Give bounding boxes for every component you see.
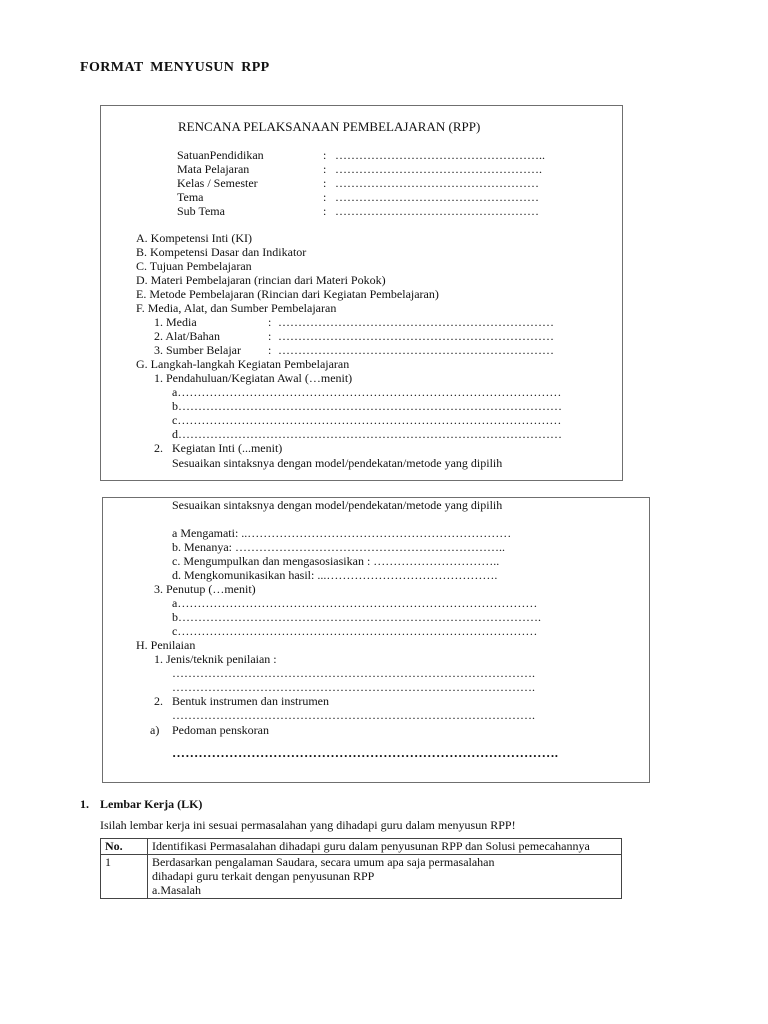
step-menanya: b. Menanya: …………………………………………………………..: [172, 540, 505, 554]
identity-label: SatuanPendidikan: [177, 148, 264, 162]
sumber-label: 3. Sumber Belajar: [154, 343, 241, 357]
identity-colon: :: [323, 148, 327, 162]
section-c: C. Tujuan Pembelajaran: [136, 259, 252, 273]
alat-colon: :: [268, 329, 272, 343]
identity-dots: ……………………………………………: [335, 176, 539, 190]
identity-colon: :: [323, 162, 327, 176]
pedoman-dots: …………………………………………………………………………….: [172, 745, 559, 760]
section-f: F. Media, Alat, dan Sumber Pembelajaran: [136, 301, 337, 315]
table-cell-line: a.Masalah: [152, 883, 201, 897]
identity-colon: :: [323, 190, 327, 204]
identity-label: Sub Tema: [177, 204, 225, 218]
table-header-no: No.: [101, 839, 148, 855]
media-colon: :: [268, 315, 272, 329]
section-h: H. Penilaian: [136, 638, 196, 652]
section-d: D. Materi Pembelajaran (rincian dari Materi Pokok): [136, 273, 386, 287]
step-mengkomunikasikan: d. Mengkomunikasikan hasil: ...…………………………………….: [172, 568, 498, 582]
identity-label: Mata Pelajaran: [177, 162, 250, 176]
penutup-item: a………………………………………………………………………………: [172, 596, 538, 610]
penutup-item: b……………………………………………………………………………….: [172, 610, 541, 624]
lk-number: 1.: [80, 797, 89, 811]
page-title: FORMAT MENYUSUN RPP: [80, 60, 270, 75]
step-mengamati: a Mengamati: ..…………………………………………………………: [172, 526, 512, 540]
penutup-item: c………………………………………………………………………………: [172, 624, 538, 638]
section-e: E. Metode Pembelajaran (Rincian dari Kegiatan Pembelajaran): [136, 287, 439, 301]
identity-label: Tema: [177, 190, 204, 204]
kegiatan-inti-note: Sesuaikan sintaksnya dengan model/pendekatan/metode yang dipilih: [172, 456, 503, 470]
table-cell-line: Berdasarkan pengalaman Saudara, secara umum apa saja permasalahan: [152, 855, 495, 869]
bentuk-instrumen-heading: Bentuk instrumen dan instrumen: [172, 694, 329, 708]
media-dots: ……………………………………………………………: [278, 315, 554, 329]
dotted-line: ……………………………………………………………………………….: [172, 708, 535, 722]
identity-dots: ……………………………………………: [335, 204, 539, 218]
section-g: G. Langkah-langkah Kegiatan Pembelajaran: [136, 357, 350, 371]
kegiatan-inti-heading: Kegiatan Inti (...menit): [172, 441, 283, 455]
sumber-colon: :: [268, 343, 272, 357]
pendahuluan-item: a……………………………………………………………………………………: [172, 385, 562, 399]
pendahuluan-item: d……………………………………………………………………………………: [172, 427, 562, 441]
alat-label: 2. Alat/Bahan: [154, 329, 220, 343]
pendahuluan-item: c……………………………………………………………………………………: [172, 413, 562, 427]
lk-heading: Lembar Kerja (LK): [100, 797, 203, 811]
table-row: [101, 839, 622, 855]
pendahuluan-heading: 1. Pendahuluan/Kegiatan Awal (…menit): [154, 371, 353, 385]
penutup-heading: 3. Penutup (…menit): [154, 582, 256, 596]
identity-colon: :: [323, 176, 327, 190]
identity-colon: :: [323, 204, 327, 218]
identity-dots: ……………………………………………..: [335, 148, 545, 162]
section-a: A. Kompetensi Inti (KI): [136, 231, 252, 245]
alat-dots: ……………………………………………………………: [278, 329, 554, 343]
table-cell-text: [148, 855, 622, 899]
lk-intro: Isilah lembar kerja ini sesuai permasalahan yang dihadapi guru dalam menyusun RPP!: [100, 818, 516, 832]
step-mengumpulkan: c. Mengumpulkan dan mengasosiasikan : …………………………..: [172, 554, 500, 568]
identity-dots: ……………………………………………: [335, 190, 539, 204]
sumber-dots: ……………………………………………………………: [278, 343, 554, 357]
pedoman-number: a): [150, 723, 160, 737]
lk-table: [100, 838, 622, 899]
kegiatan-inti-number: 2.: [154, 441, 163, 455]
table-header-text: Identifikasi Permasalahan dihadapi guru dalam penyusunan RPP dan Solusi pemecahannya: [148, 839, 622, 855]
rpp-heading: RENCANA PELAKSANAAN PEMBELAJARAN (RPP): [178, 119, 481, 134]
table-cell-no: 1: [101, 855, 148, 899]
pedoman-heading: Pedoman penskoran: [172, 723, 269, 737]
table-row: [101, 855, 622, 899]
media-label: 1. Media: [154, 315, 197, 329]
dotted-line: ……………………………………………………………………………….: [172, 666, 535, 680]
bentuk-instrumen-number: 2.: [154, 694, 163, 708]
pendahuluan-item: b……………………………………………………………………………………: [172, 399, 562, 413]
sintaks-note: Sesuaikan sintaksnya dengan model/pendekatan/metode yang dipilih: [172, 498, 503, 512]
table-cell-line: dihadapi guru terkait dengan penyusunan RPP: [152, 869, 375, 883]
identity-dots: …………………………………………….: [335, 162, 542, 176]
jenis-teknik-heading: 1. Jenis/teknik penilaian :: [154, 652, 277, 666]
section-b: B. Kompetensi Dasar dan Indikator: [136, 245, 307, 259]
dotted-line: ……………………………………………………………………………….: [172, 680, 535, 694]
identity-label: Kelas / Semester: [177, 176, 258, 190]
